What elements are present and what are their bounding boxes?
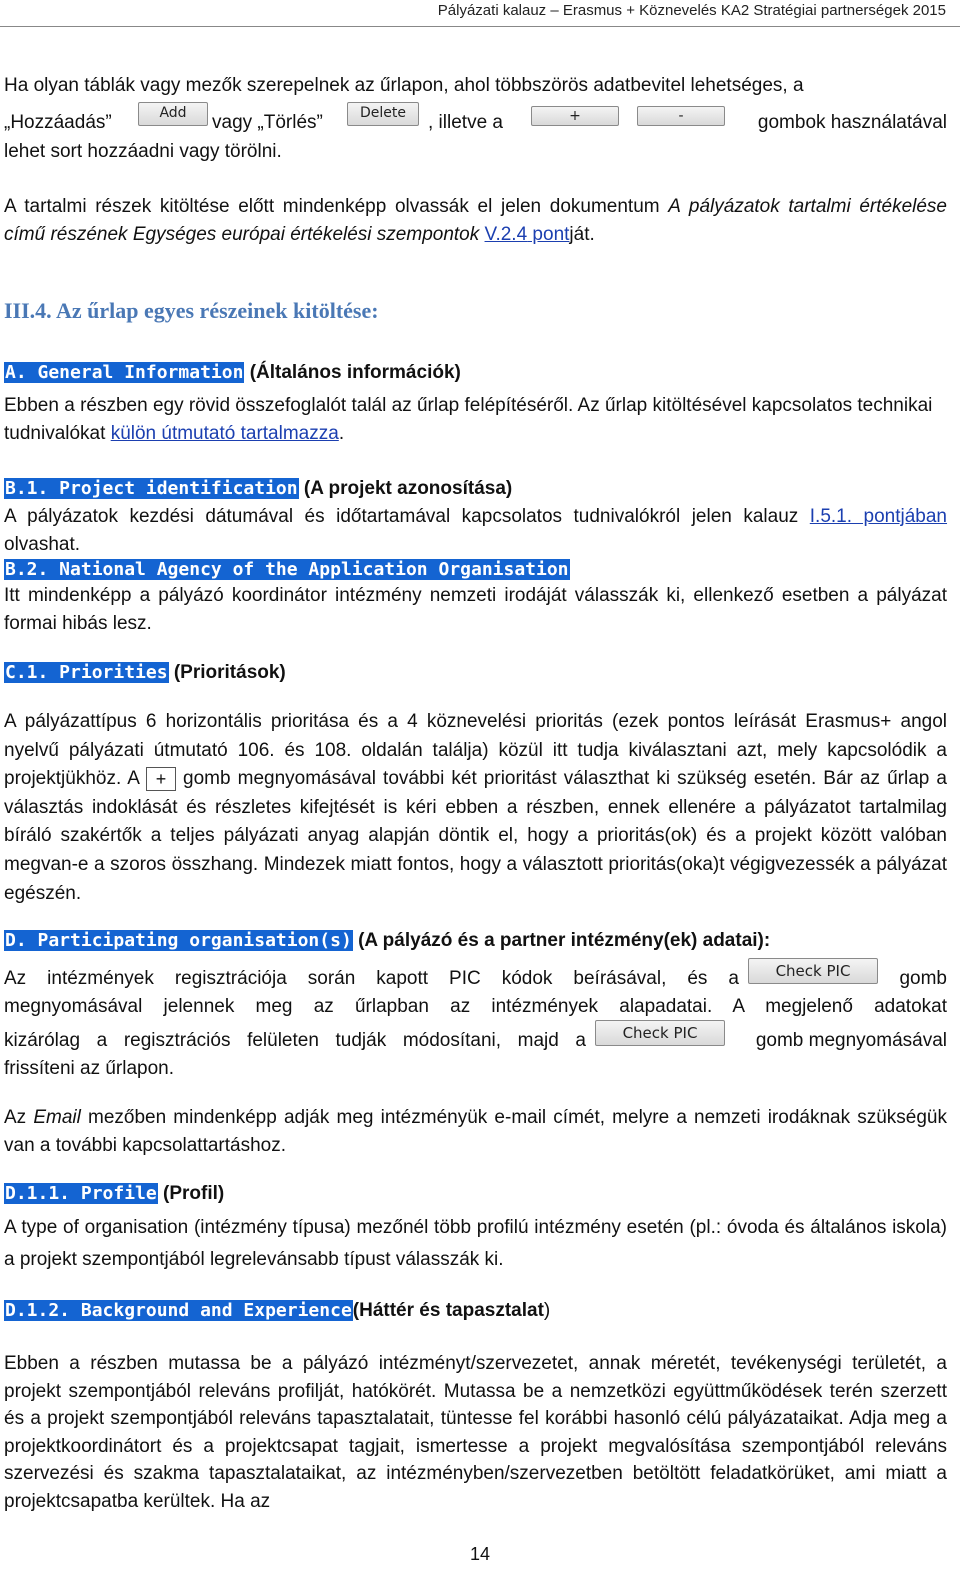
- section-a-tag: A. General Information: [5, 362, 244, 383]
- intro-line-1: Ha olyan táblák vagy mezők szerepelnek az űrlapon, ahol többszörös adatbevitel lehetséges, a: [4, 75, 804, 96]
- section-d-tag: D. Participating organisation(s): [5, 930, 352, 951]
- intro-vagy-torles: vagy „Törlés”: [212, 112, 323, 133]
- para2-text: A tartalmi részek kitöltése előtt mindenképp olvassák el jelen dokumentum: [4, 196, 669, 217]
- email-text-a: Az: [4, 1107, 34, 1128]
- section-d12-tag: D.1.2. Background and Experience: [5, 1300, 352, 1321]
- minus-button[interactable]: -: [637, 106, 725, 126]
- section-c1-body-end: gomb megnyomásával további két prioritást választhat ki szükség esetén. Bár az űrlap a választás indoklását és részletes kifejtését is kéri ebben a részben, ennek ellenére a pályázatot tartalmilag bíráló szakértők a teljes pályázati anyag alapján döntik el, hogy a prioritás(ok) és a projekt között valóban megvan-e a szoros összhang. Mindezek miatt fontos, hogy a választott prioritás(oka)t végigvezessék a pályázat egészén.: [4, 768, 947, 904]
- add-button[interactable]: Add: [138, 102, 208, 126]
- section-b1-hu: (A projekt azonosítása): [303, 478, 513, 499]
- section-d11-heading: [4, 1180, 947, 1208]
- section-a-body-end: .: [338, 423, 345, 444]
- section-d12-body: Ebben a részben mutassa be a pályázó intézményt/szervezetet, annak méretét, tevékenységi területét, a projekt szempontjából releváns profilját, hatókörét. Mutassa be a nemzetközi együttműködések terén szerzett és a projekt szempontjából releváns tapasztalatait, tüntesse fel korábbi hasonló célú pályázataikat. Adja meg a projektkoordinátort és a projektcsapat tagjait, ismertesse a projekt megvalósítása szempontjából releváns szervezési és szakma tapasztalataikat, az intézményben/szervezetben betöltött feladatkörüket, ami miatt a projektcsapatba kerültek. Ha az: [4, 1353, 947, 1512]
- section-d-line-1: Az intézmények regisztrációja során kapott PIC kódok beírásával, és a: [4, 968, 739, 989]
- check-pic-button-1[interactable]: Check PIC: [748, 958, 878, 984]
- header-rule: [0, 26, 960, 27]
- link-v24[interactable]: V.2.4: [484, 224, 528, 245]
- section-d11-tag: D.1.1. Profile: [5, 1183, 157, 1204]
- section-b2-body: Itt mindenképp a pályázó koordinátor intézmény nemzeti irodáját válasszák ki, ellenkező esetben a pályázat formai hibás lesz.: [4, 585, 947, 634]
- section-a-body-text: Ebben a részben egy rövid összefoglalót talál az űrlap felépítéséről. Az űrlap kitöltésével kapcsolatos technikai tudnivalókat: [4, 395, 933, 444]
- section-c1-body-text: A pályázattípus 6 horizontális prioritása és a 4 köznevelési prioritás (ezek pontos leírását Erasmus+ angol nyelvű pályázati útmutató 106. és 108. oldalán találja) közül itt tudja kiválasztani azt, mely kapcsolódik a projektjükhöz. A: [4, 711, 947, 790]
- section-c1-hu: (Prioritások): [173, 662, 286, 683]
- section-d-line-2: megnyomásával jelennek meg az űrlapban az intézmények alapadatai. A megjelenő adatokat: [4, 996, 947, 1017]
- section-a-body: [4, 392, 947, 448]
- section-d-hu: (A pályázó és a partner intézmény(ek) adatai):: [358, 930, 771, 951]
- email-text-b: mezőben mindenképp adják meg intézményük e-mail címét, melyre a nemzeti irodáknak szükségük van a további kapcsolattartáshoz.: [4, 1107, 947, 1156]
- section-d-gomb: gomb: [899, 968, 947, 989]
- section-d12-hu-close: ): [543, 1300, 551, 1321]
- section-a-link[interactable]: külön útmutató tartalmazza: [110, 423, 339, 444]
- section-d-email-paragraph: [4, 1104, 947, 1160]
- section-a-hu: (Általános információk): [249, 362, 461, 383]
- section-b1-heading: [4, 475, 947, 503]
- section-b1-body-text: A pályázatok kezdési dátumával és időtartamával kapcsolatos tudnivalókról jelen kalauz: [4, 506, 810, 527]
- plus-button[interactable]: +: [531, 106, 619, 126]
- section-d-line-4: frissíteni az űrlapon.: [4, 1058, 175, 1079]
- intro-line-3: lehet sort hozzáadni vagy törölni.: [4, 141, 282, 162]
- section-b1-body: [4, 503, 947, 559]
- section-b1-body-end: olvashat.: [4, 534, 81, 555]
- section-d11-hu: (Profil): [163, 1183, 225, 1204]
- section-d11-body: A type of organisation (intézmény típusa) mezőnél több profilú intézmény esetén (pl.: óvoda és általános iskola) a projekt szempontjából legrelevánsabb típust válasszák ki.: [4, 1217, 947, 1270]
- para2-italic: A pályázatok tartalmi értékelése című részének Egységes európai értékelési szempontok: [4, 196, 947, 245]
- section-d12-heading: [4, 1297, 947, 1325]
- page-number: 14: [469, 1544, 491, 1564]
- section-a-heading: [4, 359, 947, 387]
- delete-button[interactable]: Delete: [347, 102, 419, 126]
- intro-illetve-a: , illetve a: [428, 112, 503, 133]
- add-priority-button[interactable]: +: [146, 767, 176, 791]
- section-c1-tag: C.1. Priorities: [5, 662, 168, 683]
- email-italic: Email: [33, 1107, 81, 1128]
- link-pont[interactable]: pont: [527, 224, 570, 245]
- reading-advice-paragraph: [4, 193, 947, 249]
- section-d12-hu: (Háttér és tapasztalat: [352, 1300, 544, 1321]
- section-b2-tag: B.2. National Agency of the Application Organisation: [5, 559, 569, 580]
- section-d-gomb-megnyomasaval: gomb megnyomásával: [755, 1030, 947, 1051]
- section-b2-heading: [4, 556, 947, 584]
- section-b1-link[interactable]: I.5.1. pontjában: [809, 506, 948, 527]
- check-pic-button-2[interactable]: Check PIC: [595, 1020, 725, 1046]
- para2-tail: ját.: [569, 224, 595, 245]
- section-heading: III.4. Az űrlap egyes részeinek kitöltése:: [4, 298, 379, 323]
- intro-add-prefix: „Hozzáadás”: [4, 112, 112, 133]
- section-d-line-3: kizárólag a regisztrációs felületen tudják módosítani, majd a: [4, 1030, 586, 1051]
- section-b1-tag: B.1. Project identification: [5, 478, 298, 499]
- intro-gombok: gombok használatával: [757, 112, 947, 133]
- section-d-heading: [4, 927, 947, 955]
- section-c1-heading: [4, 659, 947, 687]
- section-c1-body: [4, 708, 947, 908]
- running-header: Pályázati kalauz – Erasmus + Köznevelés KA2 Stratégiai partnerségek 2015: [437, 2, 946, 19]
